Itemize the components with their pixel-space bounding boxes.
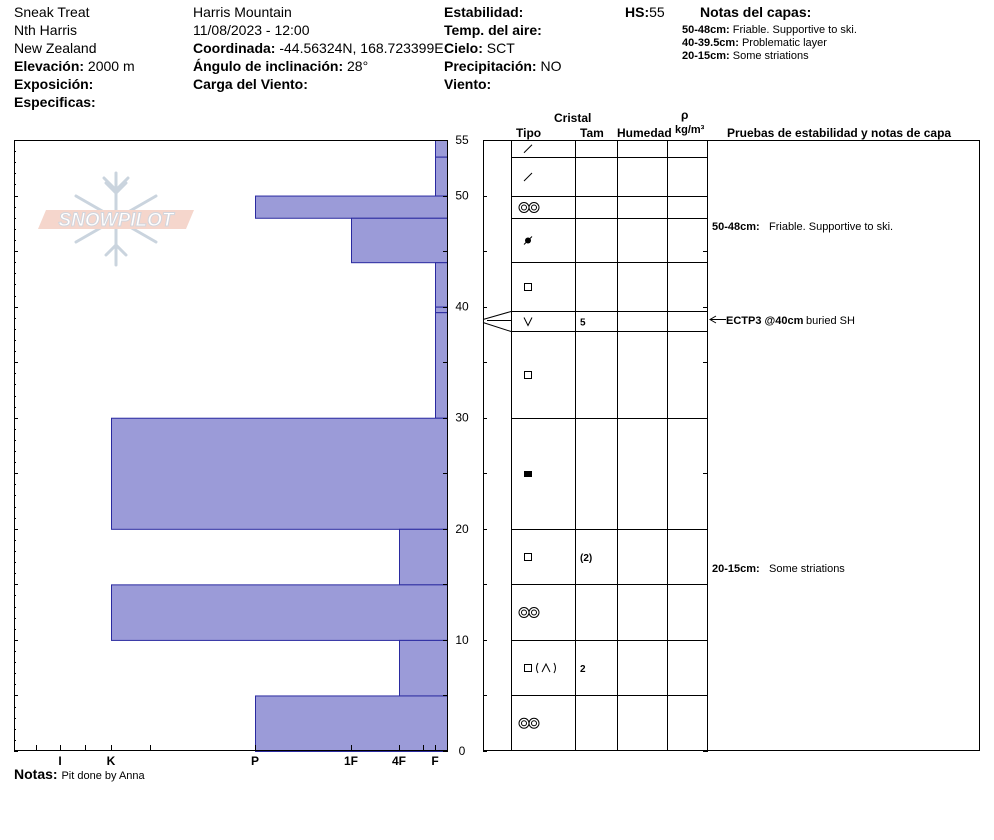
layer-note-text: Friable. Supportive to ski. [732, 24, 857, 36]
type-header: Tipo [516, 126, 542, 140]
moisture-header: Humedad [617, 126, 672, 140]
coord-label: Coordinada: [193, 40, 276, 56]
height-tick-label: 30 [455, 410, 469, 425]
glyph-stroke [529, 608, 539, 618]
hardness-bar [256, 696, 448, 752]
precip-particle-icon [524, 173, 532, 181]
glyph-stroke [529, 203, 539, 213]
location-name: Nth Harris [14, 22, 78, 38]
test-label: ECTP3 @40cm [726, 315, 804, 327]
glyph-stroke [524, 173, 532, 181]
layer-comment [712, 221, 893, 233]
glyph-stroke [542, 664, 550, 672]
mountain-range: Harris Mountain [193, 4, 292, 20]
notes-label: Notas: [14, 766, 58, 782]
stability-label: Estabilidad: [444, 4, 524, 20]
hardness-bar [400, 640, 448, 696]
precip-particle-icon [524, 145, 532, 153]
layer-connector [483, 312, 511, 320]
hardness-tick-label: 1F [343, 754, 359, 768]
hardness-bars [112, 141, 448, 752]
hardness-bar [256, 196, 448, 218]
size-header: Tam [580, 126, 604, 140]
hs-value: 55 [649, 4, 665, 20]
precip-label: Precipitación: [444, 58, 537, 74]
snowpilot-logo [38, 173, 194, 265]
crystal-header: Cristal [554, 111, 592, 125]
layer-connector [483, 323, 511, 332]
hardness-tick-label: 4F [391, 754, 407, 768]
incline-label: Ángulo de inclinación: [193, 58, 344, 74]
elevation-value: 2000 m [87, 58, 135, 74]
wind-load-label: Carga del Viento: [193, 76, 308, 92]
observation-datetime: 11/08/2023 - 12:00 [193, 22, 310, 38]
height-tick-label: 0 [458, 744, 466, 758]
tests-header: Pruebas de estabilidad y notas de capa [727, 126, 952, 140]
hardness-bar [112, 585, 448, 641]
glyph-stroke [532, 205, 537, 210]
melt-form-icon [519, 203, 539, 213]
layer-note-text: Problematic layer [741, 37, 827, 49]
glyph-stroke [554, 663, 556, 673]
surface-hoar-icon [524, 318, 532, 326]
hardness-bar [400, 529, 448, 585]
logo-text: SNOWPILOT [58, 210, 174, 231]
hardness-bar [112, 418, 448, 529]
hardness-tick-label: P [250, 754, 260, 768]
glyph-stroke [519, 203, 529, 213]
comment-text: Friable. Supportive to ski. [769, 221, 894, 233]
melt-form-icon [519, 608, 539, 618]
hardness-tick-label: F [431, 754, 439, 768]
hardness-bar [436, 263, 448, 307]
glyph-stroke [519, 608, 529, 618]
glyph-stroke [522, 721, 527, 726]
glyph-stroke [529, 718, 539, 728]
height-tick-label: 40 [455, 299, 469, 314]
specifics-label: Especificas: [14, 94, 96, 110]
glyph-stroke [524, 471, 532, 477]
glyph-stroke [522, 610, 527, 615]
glyph-stroke [537, 663, 539, 673]
glyph-stroke [519, 718, 529, 728]
hardness-bar [352, 218, 448, 262]
grain-size-label: (2) [580, 553, 593, 564]
height-tick-label: 10 [455, 632, 469, 647]
hardness-tick-label: I [58, 754, 62, 768]
faceted-crystal-icon [525, 554, 532, 561]
hs-label: HS: [625, 4, 650, 20]
rho-header: ρ [681, 108, 689, 122]
glyph-stroke [532, 721, 537, 726]
layer-note-range: 50-48cm: [682, 24, 730, 36]
country-name: New Zealand [14, 40, 97, 56]
wind-label: Viento: [444, 76, 492, 92]
incline-value: 28° [347, 58, 369, 74]
precip-value: NO [540, 58, 562, 74]
glyph-stroke [525, 665, 532, 672]
hardness-bar [436, 313, 448, 419]
melt-form-icon [519, 718, 539, 728]
notes-value: Pit done by Anna [61, 770, 145, 782]
grain-size-label: 5 [580, 317, 586, 329]
hardness-bar [436, 141, 448, 158]
glyph-stroke [525, 554, 532, 561]
air-temp-label: Temp. del aire: [444, 22, 542, 38]
layer-note-text: Some striations [732, 50, 809, 62]
glyph-stroke [524, 145, 532, 153]
density-header: kg/m³ [675, 124, 705, 136]
rounded-grain-icon [524, 237, 532, 245]
hardness-tick-label: K [106, 754, 116, 768]
layer-note-range: 20-15cm: [682, 50, 730, 62]
glyph-stroke [524, 318, 532, 326]
layer-note-range: 40-39.5cm: [682, 37, 739, 49]
sky-value: SCT [486, 40, 515, 56]
test-note: buried SH [806, 315, 855, 327]
stability-test [710, 315, 855, 327]
sky-label: Cielo: [444, 40, 483, 56]
glyph-stroke [522, 205, 527, 210]
elevation-label: Elevación: [14, 58, 85, 74]
coord-value: -44.56324N, 168.723399E [279, 40, 444, 56]
height-tick-label: 20 [455, 521, 469, 536]
height-tick-label: 50 [455, 188, 469, 203]
hardness-bar [436, 157, 448, 196]
glyph-stroke [525, 284, 532, 291]
faceted-crystal-icon [525, 372, 532, 379]
faceted-depth-hoar-icon [525, 663, 556, 673]
comment-range: 20-15cm: [712, 563, 760, 575]
height-tick-label: 55 [455, 133, 469, 147]
grain-size-label: 2 [580, 664, 586, 675]
glyph-stroke [525, 372, 532, 379]
notes [14, 766, 145, 783]
comment-range: 50-48cm: [712, 221, 760, 233]
faceted-crystal-icon [525, 284, 532, 291]
comment-text: Some striations [769, 563, 845, 575]
site-name: Sneak Treat [14, 4, 90, 20]
glyph-stroke [532, 610, 537, 615]
aspect-label: Exposición: [14, 76, 94, 92]
ice-formation-icon [524, 471, 532, 477]
layer-comment [712, 563, 845, 575]
grain-sizes [580, 318, 592, 676]
layer-rows [483, 158, 708, 696]
layer-notes-title: Notas del capas: [700, 4, 812, 20]
